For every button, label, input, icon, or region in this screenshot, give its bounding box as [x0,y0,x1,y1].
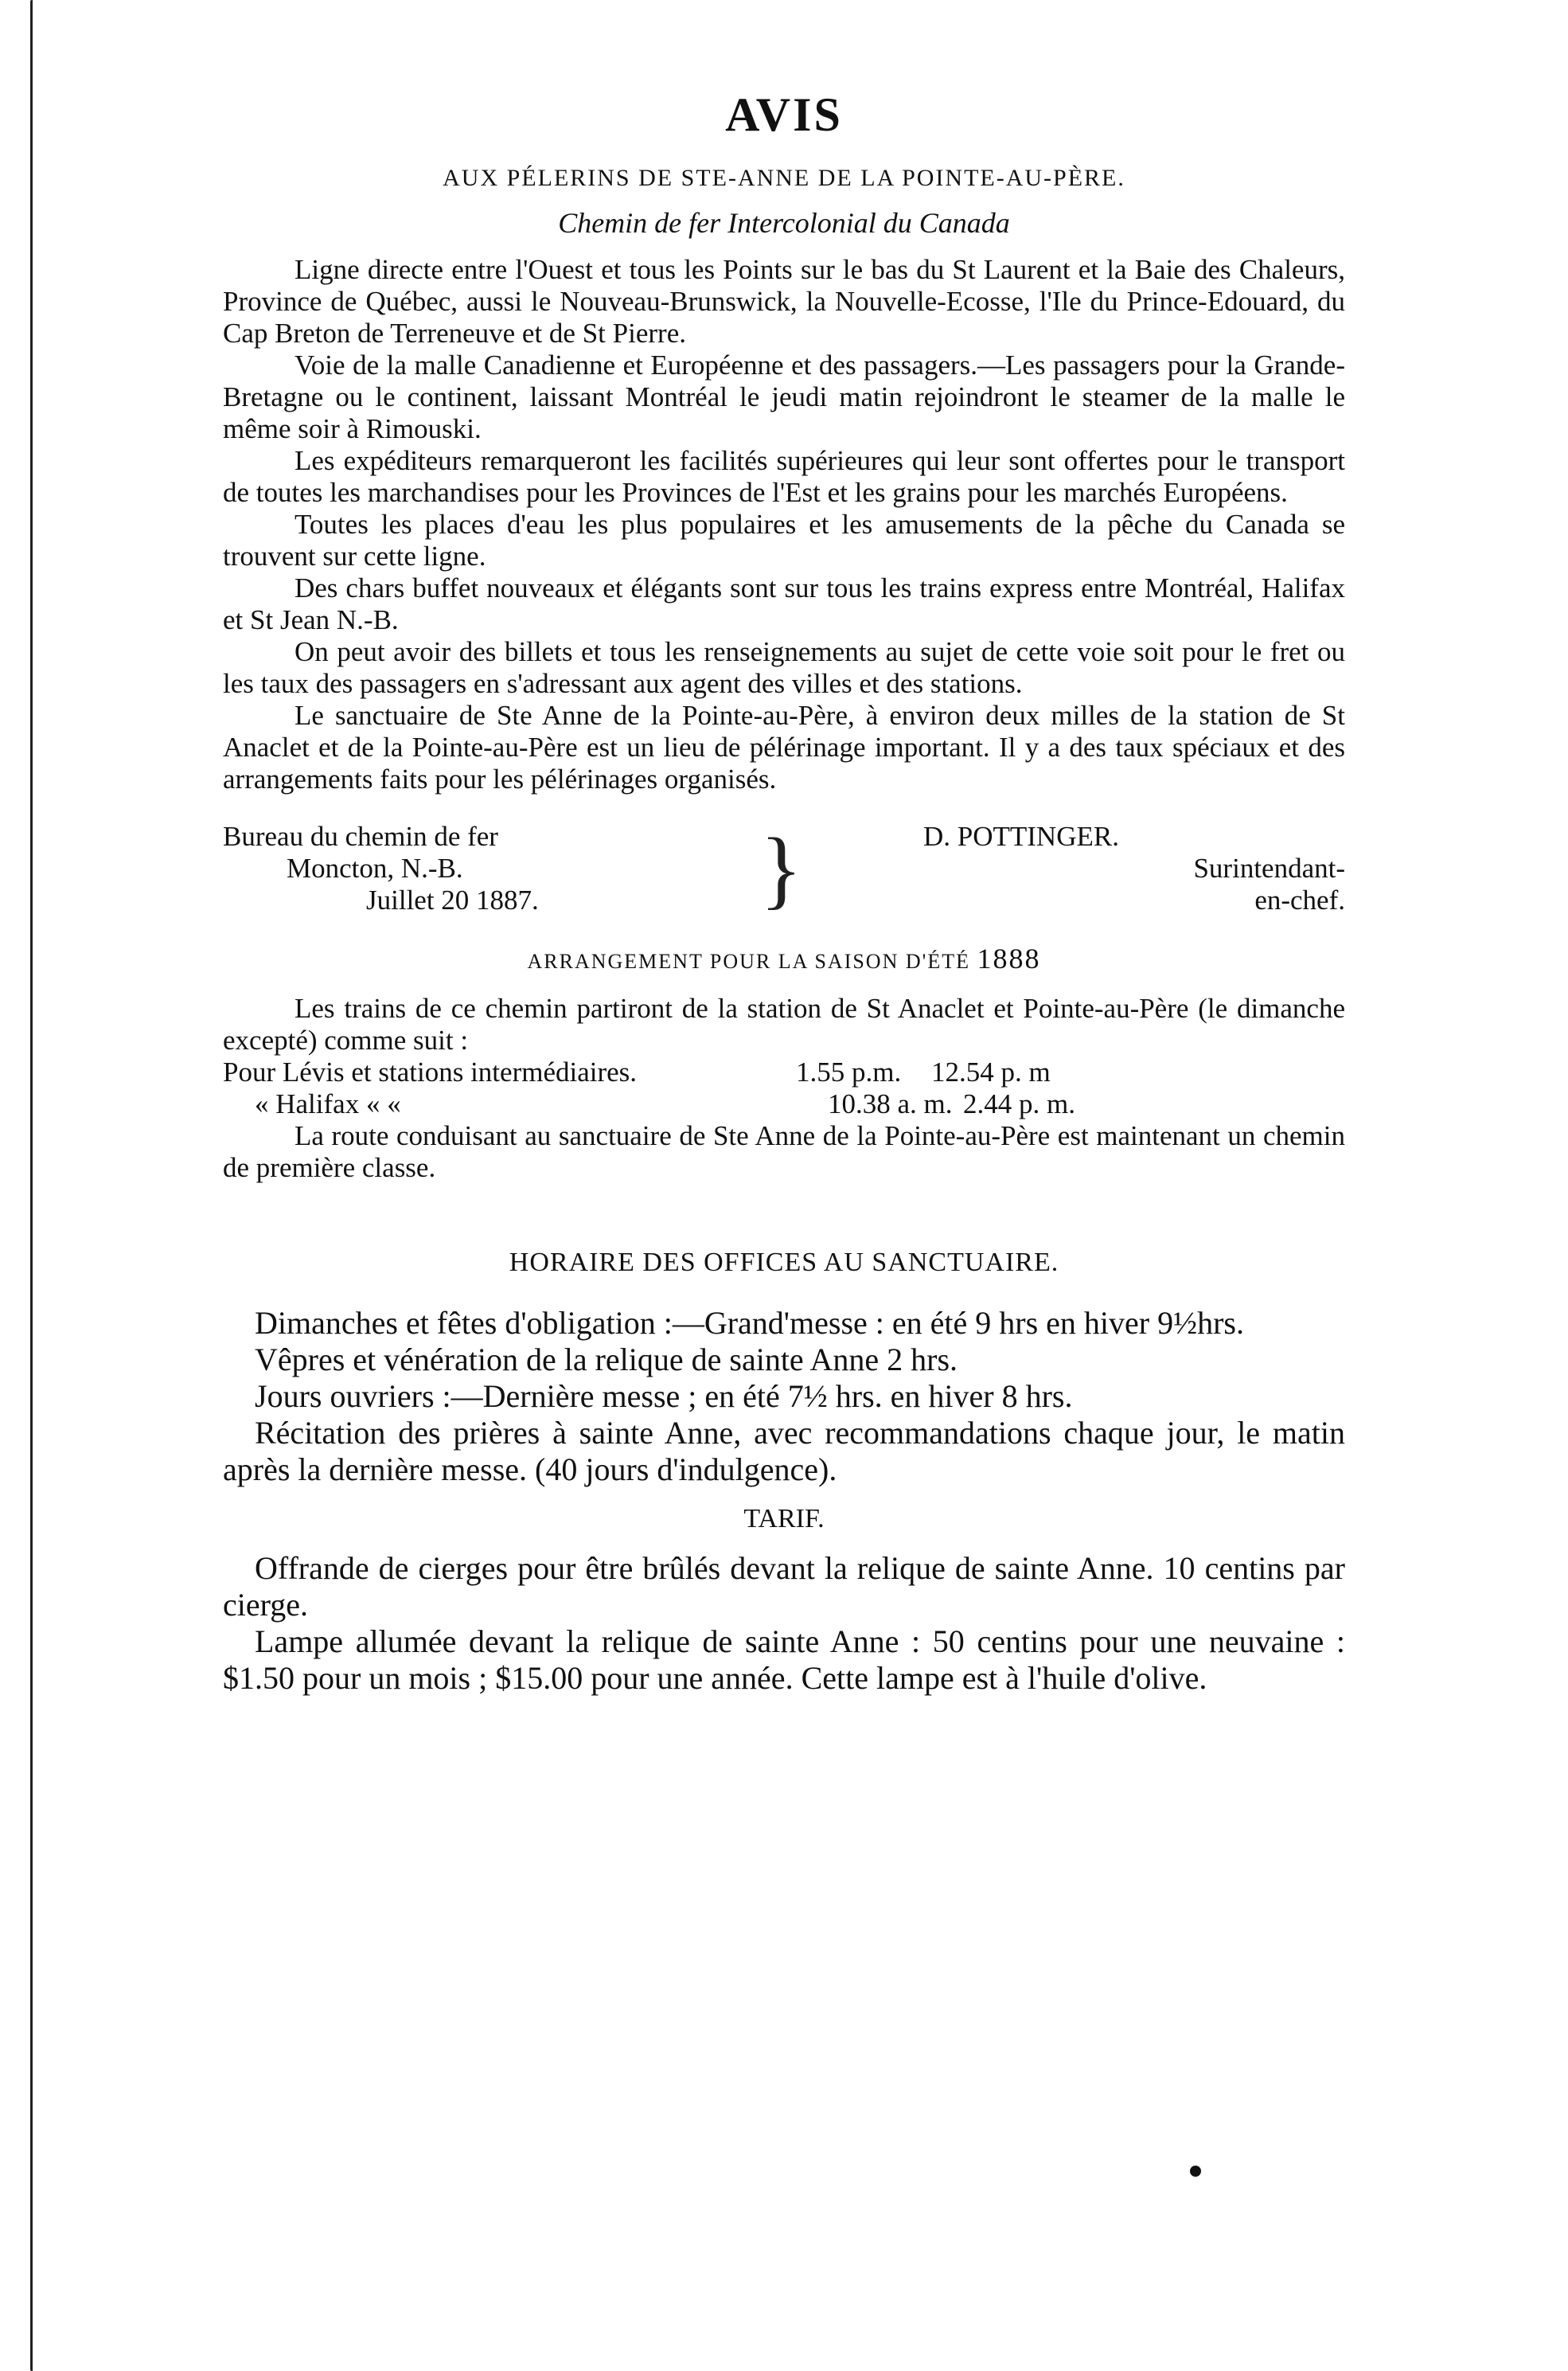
notice-paragraph: Le sanctuaire de Ste Anne de la Pointe-au-Père, à environ deux milles de la station de St Anaclet et de la Pointe-au-Père est un lieu de pélérinage important. Il y a des taux spéciaux et des arrangements faits pour les pélérinages organisés. [223,700,1345,795]
notice-paragraph: Voie de la malle Canadienne et Européenne et des passagers.—Les passagers pour la Grande-Bretagne ou le continent, laissant Montréal le jeudi matin rejoindront le steamer de la malle le même soir à Rimouski. [223,350,1345,444]
official-line: Surintendant- [1193,853,1345,884]
office-line: Moncton, N.-B. [287,853,463,884]
arrangement-body [223,993,1345,1184]
tarif-paragraph: Offrande de cierges pour être brûlés devant la relique de sainte Anne. 10 centins par cierge. [223,1550,1345,1623]
arrangement-year: 1888 [977,943,1041,975]
train-time-row [223,1088,1345,1120]
tarif-paragraph: Lampe allumée devant la relique de sainte Anne : 50 centins pour une neuvaine : $1.50 pour un mois ; $15.00 pour une année. Cette lampe est à l'huile d'olive. [223,1623,1345,1696]
horaire-title: HORAIRE DES OFFICES AU SANCTUAIRE. [509,1248,1059,1277]
document-page [223,88,1345,1697]
ink-dot [1190,2166,1201,2177]
arrangement-heading [223,942,1345,975]
arrangement-intro: Les trains de ce chemin partiront de la station de St Anaclet et Pointe-au-Père (le dimanche excepté) comme suit : [223,993,1345,1056]
horaire-paragraph: Vêpres et vénération de la relique de sainte Anne 2 hrs. [255,1342,958,1377]
official-line: D. POTTINGER. [923,821,1119,852]
page-title: AVIS [725,88,843,141]
horaire-paragraph: Récitation des prières à sainte Anne, avec recommandations chaque jour, le matin après la dernière messe. (40 jours d'indulgence). [223,1415,1345,1487]
signature-block [223,821,1345,916]
train-time: 10.38 a. m. [828,1088,953,1119]
train-time: 2.44 p. m. [963,1088,1075,1119]
train-destination: « Halifax « « [255,1088,401,1119]
railway-name: Chemin de fer Intercolonial du Canada [558,207,1010,239]
brace-glyph: } [760,820,802,917]
notice-paragraph: Toutes les places d'eau les plus populaires et les amusements de la pêche du Canada se trouvent sur cette ligne. [223,509,1345,572]
office-line: Bureau du chemin de fer [223,821,498,852]
tarif-title: TARIF. [743,1504,825,1533]
page-subtitle: AUX PÉLERINS DE STE-ANNE DE LA POINTE-AU-PÈRE. [443,165,1125,191]
sanctuary-schedule [223,1248,1345,1697]
train-destination: Pour Lévis et stations intermédiaires. [223,1057,638,1088]
page-binding-edge [30,0,37,2371]
railway-notice-body [223,254,1345,795]
official-line: en-chef. [1254,885,1345,916]
notice-paragraph: Ligne directe entre l'Ouest et tous les Points sur le bas du St Laurent et la Baie des Chaleurs, Province de Québec, aussi le Nouveau-Brunswick, la Nouvelle-Ecosse, l'Ile du Prince-Edouard, du Cap Breton de Terreneuve et de St Pierre. [223,254,1345,349]
train-time: 1.55 p.m. [796,1057,902,1088]
arrangement-heading-text: ARRANGEMENT POUR LA SAISON D'ÉTÉ [527,950,970,973]
signature-official [899,821,1345,916]
notice-paragraph: Les expéditeurs remarqueront les facilités supérieures qui leur sont offertes pour le transport de toutes les marchandises pour les Provinces de l'Est et les grains pour les marchés Européens. [223,445,1345,508]
train-times [223,1057,1345,1120]
horaire-paragraph: Jours ouvriers :—Dernière messe ; en été 7½ hrs. en hiver 8 hrs. [255,1378,1073,1414]
arrangement-note: La route conduisant au sanctuaire de Ste Anne de la Pointe-au-Père est maintenant un chemin de première classe. [223,1120,1345,1183]
signature-office [223,821,669,916]
notice-paragraph: On peut avoir des billets et tous les renseignements au sujet de cette voie soit pour le fret ou les taux des passagers en s'adressant aux agent des villes et des stations. [223,636,1345,699]
train-time-row [223,1057,1345,1088]
horaire-paragraph: Dimanches et fêtes d'obligation :—Grand'messe : en été 9 hrs en hiver 9½hrs. [255,1305,1244,1341]
notice-paragraph: Des chars buffet nouveaux et élégants sont sur tous les trains express entre Montréal, Halifax et St Jean N.-B. [223,572,1345,635]
office-line: Juillet 20 1887. [366,885,539,916]
train-time: 12.54 p. m [931,1057,1051,1088]
